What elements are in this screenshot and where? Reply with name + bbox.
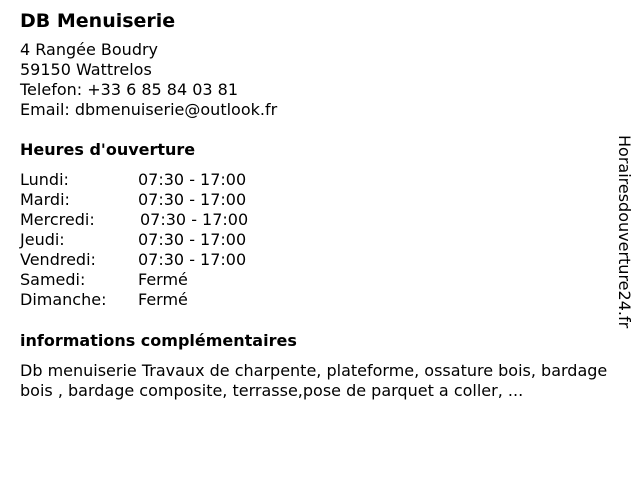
hours-time: 07:30 - 17:00 <box>138 250 247 269</box>
hours-time: 07:30 - 17:00 <box>138 230 247 249</box>
email-address: Email: dbmenuiserie@outlook.fr <box>20 100 278 119</box>
hours-day: Dimanche: <box>20 290 107 309</box>
hours-day: Lundi: <box>20 170 69 189</box>
hours-row-mardi <box>20 190 620 210</box>
hours-row-jeudi <box>20 230 620 250</box>
hours-day: Jeudi: <box>20 230 65 249</box>
hours-time: 07:30 - 17:00 <box>138 170 247 189</box>
hours-time: 07:30 - 17:00 <box>140 210 249 229</box>
business-name: DB Menuiserie <box>20 10 176 32</box>
hours-row-mercredi <box>20 210 620 230</box>
hours-day: Samedi: <box>20 270 86 289</box>
hours-time: 07:30 - 17:00 <box>138 190 247 209</box>
hours-time: Fermé <box>138 290 188 309</box>
hours-day: Vendredi: <box>20 250 96 269</box>
hours-day: Mercredi: <box>20 210 95 229</box>
additional-info-text: Db menuiserie Travaux de charpente, plateforme, ossature bois, bardage bois , bardage composite, terrasse,pose de parquet a coller, ... <box>20 361 608 400</box>
hours-row-lundi <box>20 170 620 190</box>
site-watermark: Horairesdouverture24.fr <box>615 135 634 329</box>
business-card <box>20 9 620 401</box>
hours-row-samedi <box>20 270 620 290</box>
address-street: 4 Rangée Boudry <box>20 40 159 59</box>
hours-row-dimanche <box>20 290 620 310</box>
hours-day: Mardi: <box>20 190 70 209</box>
hours-row-vendredi <box>20 250 620 270</box>
hours-time: Fermé <box>138 270 188 289</box>
additional-info-title: informations complémentaires <box>20 331 297 350</box>
opening-hours-title: Heures d'ouverture <box>20 140 196 159</box>
opening-hours-table <box>20 170 620 310</box>
address-city: 59150 Wattrelos <box>20 60 152 79</box>
phone-number: Telefon: +33 6 85 84 03 81 <box>20 80 239 99</box>
